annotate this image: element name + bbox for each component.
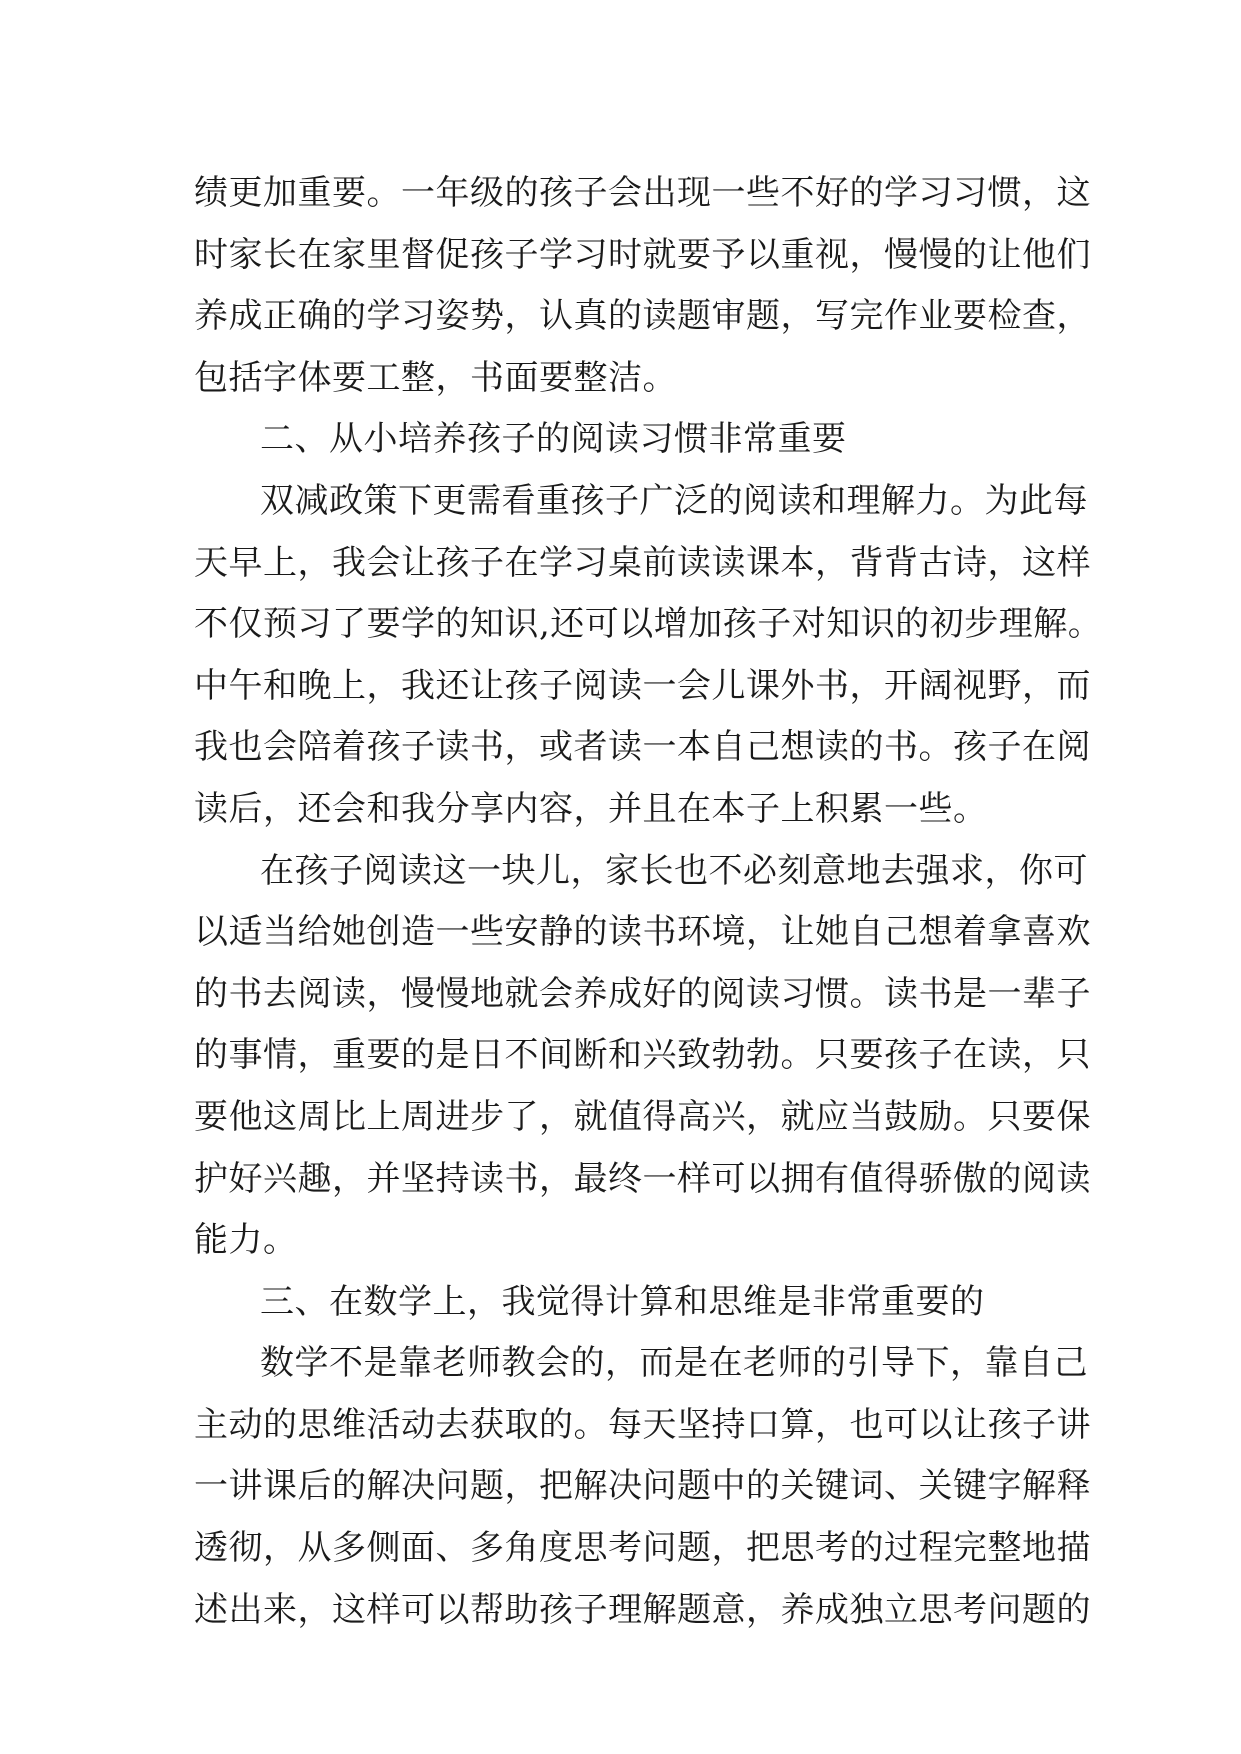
- text-line: 述出来，这样可以帮助孩子理解题意，养成独立思考问题的: [194, 1589, 1091, 1630]
- text-line: 我也会陪着孩子读书，或者读一本自己想读的书。孩子在阅: [194, 727, 1091, 768]
- text-line: 中午和晚上，我还让孩子阅读一会儿课外书，开阔视野，而: [194, 665, 1091, 706]
- text-line: 读后，还会和我分享内容，并且在本子上积累一些。: [194, 788, 988, 829]
- text-line: 的书去阅读，慢慢地就会养成好的阅读习惯。读书是一辈子: [194, 973, 1091, 1014]
- text-line: 一讲课后的解决问题，把解决问题中的关键词、关键字解释: [194, 1466, 1091, 1507]
- text-line: 在孩子阅读这一块儿，家长也不必刻意地去强求，你可: [260, 850, 1088, 891]
- text-line: 以适当给她创造一些安静的读书环境，让她自己想着拿喜欢: [194, 912, 1091, 953]
- text-line: 要他这周比上周进步了，就值得高兴，就应当鼓励。只要保: [194, 1096, 1091, 1137]
- text-line: 数学不是靠老师教会的，而是在老师的引导下，靠自己: [260, 1343, 1088, 1384]
- text-line: 绩更加重要。一年级的孩子会出现一些不好的学习习惯，这: [194, 173, 1091, 213]
- text-line: 护好兴趣，并坚持读书，最终一样可以拥有值得骄傲的阅读: [194, 1158, 1091, 1199]
- text-line: 透彻，从多侧面、多角度思考问题，把思考的过程完整地描: [194, 1528, 1091, 1569]
- text-line: 不仅预习了要学的知识,还可以增加孩子对知识的初步理解。: [194, 604, 1103, 645]
- text-line: 天早上，我会让孩子在学习桌前读读课本，背背古诗，这样: [194, 542, 1091, 583]
- section-heading: 三、在数学上，我觉得计算和思维是非常重要的: [260, 1281, 985, 1322]
- document-body: [194, 163, 1103, 1641]
- text-line: 双减政策下更需看重孩子广泛的阅读和理解力。为此每: [260, 480, 1088, 521]
- text-line: 时家长在家里督促孩子学习时就要予以重视，慢慢的让他们: [194, 234, 1091, 275]
- text-line: 主动的思维活动去获取的。每天坚持口算，也可以让孩子讲: [194, 1404, 1091, 1445]
- section-heading: 二、从小培养孩子的阅读习惯非常重要: [260, 419, 847, 460]
- text-line: 包括字体要工整，书面要整洁。: [194, 357, 677, 398]
- text-line: 能力。: [194, 1220, 298, 1261]
- text-line: 的事情，重要的是日不间断和兴致勃勃。只要孩子在读，只: [194, 1035, 1091, 1076]
- text-line: 养成正确的学习姿势，认真的读题审题，写完作业要检查，: [194, 296, 1091, 337]
